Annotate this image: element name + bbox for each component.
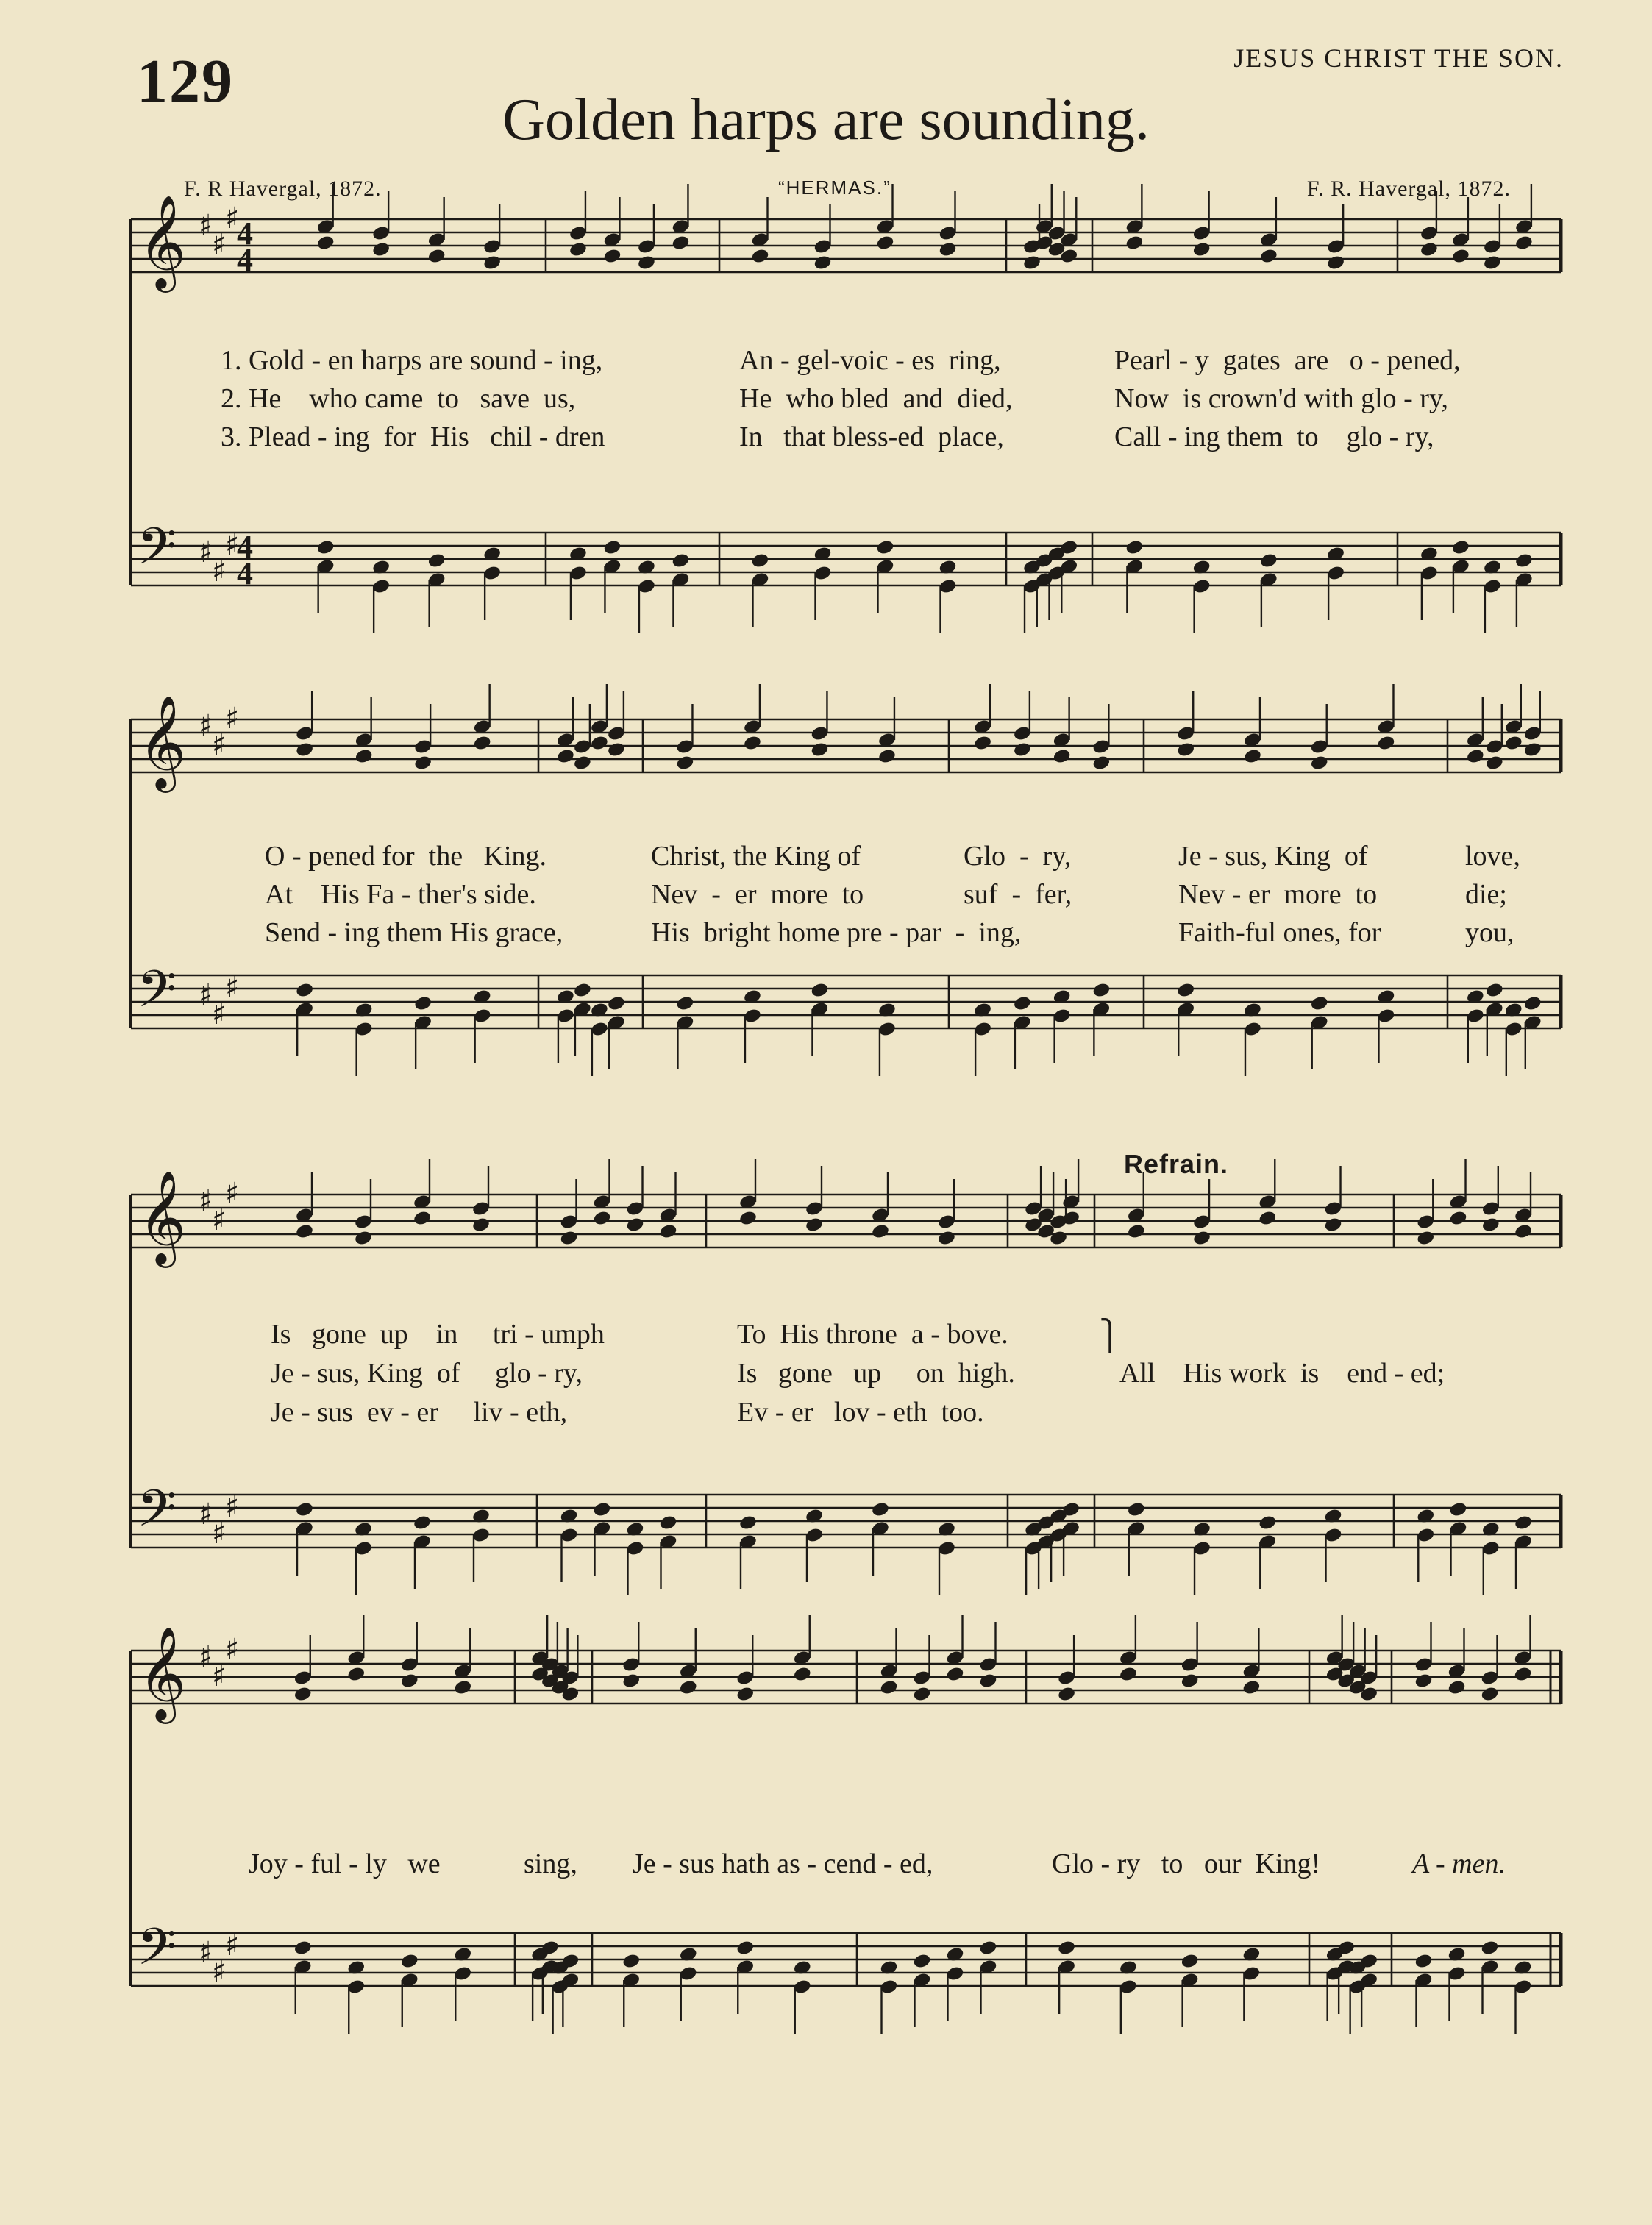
note-head: [1119, 1666, 1138, 1683]
note-head: [1481, 1217, 1500, 1233]
bass-clef-icon: 𝄢: [137, 959, 177, 1031]
lyric-s4-b: sing,: [524, 1848, 577, 1879]
note-head: [295, 1501, 314, 1518]
note-head: [413, 1210, 432, 1227]
note-head: [471, 1217, 491, 1233]
lyric-s1-v1-a: 1. Gold - en harps are sound - ing,: [221, 345, 603, 376]
note-head: [978, 1940, 997, 1957]
note-head: [945, 1666, 964, 1683]
note-head: [1323, 1217, 1342, 1233]
note-head: [875, 539, 894, 556]
tune-name: “HERMAS.”: [778, 177, 891, 199]
note-head: [559, 1230, 578, 1247]
note-head: [738, 1210, 758, 1227]
lyric-s2-v2-c: suf - fer,: [964, 879, 1072, 910]
note-head: [637, 254, 656, 271]
note-head: [1483, 254, 1502, 271]
note-head: [295, 1223, 314, 1240]
note-head: [1414, 1953, 1433, 1970]
note-head: [1092, 755, 1111, 772]
note-head: [810, 741, 829, 758]
note-head: [750, 248, 769, 265]
treble-clef-icon: 𝄞: [138, 194, 187, 288]
note-head: [1420, 241, 1439, 258]
note-head: [1523, 741, 1542, 758]
sharp-icon: ♯: [199, 1498, 213, 1531]
lyric-s4-amen: A - men.: [1412, 1848, 1506, 1879]
note-head: [1022, 254, 1042, 271]
note-head: [1447, 1679, 1466, 1696]
sharp-icon: ♯: [225, 1490, 240, 1524]
note-head: [293, 1940, 313, 1957]
note-head: [743, 735, 762, 752]
note-head: [1259, 248, 1278, 265]
note-head: [1057, 1686, 1076, 1703]
note-head: [879, 1679, 898, 1696]
lyric-s2-v2-b: Nev - er more to: [651, 879, 864, 910]
note-head: [938, 241, 957, 258]
treble-clef-icon: 𝄞: [138, 1626, 187, 1720]
sharp-icon: ♯: [199, 535, 213, 569]
note-head: [316, 539, 335, 556]
note-head: [671, 235, 690, 252]
note-head: [1480, 1686, 1499, 1703]
note-head: [1466, 748, 1485, 765]
sharp-icon: ♯: [212, 555, 227, 588]
note-head: [592, 1501, 611, 1518]
note-head: [736, 1686, 755, 1703]
lyric-s1-v3-a: 3. Plead - ing for His chil - dren: [221, 421, 605, 452]
note-head: [622, 1673, 641, 1690]
note-head: [602, 248, 622, 265]
note-head: [1514, 1223, 1533, 1240]
note-head: [602, 539, 622, 556]
time-signature: 4: [237, 242, 253, 278]
note-head: [871, 1501, 890, 1518]
note-head: [427, 248, 446, 265]
treble-clef-icon: 𝄞: [138, 694, 187, 788]
note-head: [293, 1686, 313, 1703]
sharp-icon: ♯: [212, 1203, 227, 1237]
note-head: [1013, 741, 1032, 758]
lyric-s2-v1-e: love,: [1465, 841, 1520, 872]
sharp-icon: ♯: [212, 1955, 227, 1989]
note-head: [810, 982, 829, 999]
note-head: [658, 1514, 677, 1531]
note-head: [1057, 1940, 1076, 1957]
lyric-s1-v1-c: Pearl - y gates are o - pened,: [1114, 345, 1461, 376]
note-head: [1243, 748, 1262, 765]
note-head: [1192, 1230, 1211, 1247]
note-head: [453, 1679, 472, 1696]
sharp-icon: ♯: [199, 709, 213, 743]
lyric-s2-v3-e: you,: [1465, 917, 1514, 948]
sharp-icon: ♯: [212, 228, 227, 262]
note-head: [912, 1686, 931, 1703]
note-head: [973, 735, 992, 752]
note-head: [1416, 1230, 1435, 1247]
note-head: [671, 552, 690, 569]
note-head: [1181, 1673, 1200, 1690]
lyric-s2-v3-b: His bright home pre - par - ing,: [651, 917, 1022, 948]
sharp-icon: ♯: [212, 1659, 227, 1693]
lyric-s2-v3-d: Faith-ful ones, for: [1178, 917, 1381, 948]
note-head: [473, 735, 492, 752]
note-head: [675, 755, 694, 772]
note-head: [912, 1953, 931, 1970]
lyric-s1-v3-b: In that bless-ed place,: [739, 421, 1004, 452]
note-head: [354, 1230, 373, 1247]
note-head: [1326, 254, 1345, 271]
note-head: [1092, 982, 1111, 999]
sharp-icon: ♯: [212, 997, 227, 1031]
sharp-icon: ♯: [225, 528, 240, 562]
lyric-s4-d: Glo - ry to our King!: [1052, 1848, 1321, 1879]
note-head: [1127, 1223, 1146, 1240]
note-head: [1013, 995, 1032, 1012]
time-signature: 4: [237, 529, 253, 565]
note-head: [750, 552, 769, 569]
note-head: [1376, 735, 1395, 752]
note-head: [937, 1230, 956, 1247]
note-head: [569, 241, 588, 258]
note-head: [1514, 1514, 1533, 1531]
lyric-s2-v2-e: die;: [1465, 879, 1507, 910]
lyric-s1-v3-c: Call - ing them to glo - ry,: [1114, 421, 1434, 452]
sharp-icon: ♯: [225, 971, 240, 1005]
lyric-s1-v2-c: Now is crown'd with glo - ry,: [1114, 383, 1448, 414]
note-head: [316, 235, 335, 252]
lyric-s4-a: Joy - ful - ly we: [249, 1848, 441, 1879]
lyric-s2-v2-a: At His Fa - ther's side.: [265, 879, 536, 910]
lyric-s2-v1-d: Je - sus, King of: [1178, 841, 1368, 872]
note-head: [1125, 235, 1144, 252]
note-head: [1514, 552, 1534, 569]
time-signature: 4: [237, 216, 253, 252]
note-head: [875, 235, 894, 252]
lyric-s1-v2-b: He who bled and died,: [739, 383, 1013, 414]
lyric-s3-v3-a: Je - sus ev - er liv - eth,: [271, 1397, 568, 1428]
lyric-s2-v3-a: Send - ing them His grace,: [265, 917, 563, 948]
sharp-icon: ♯: [225, 1929, 240, 1962]
note-head: [1504, 735, 1523, 752]
lyric-s2-v1-c: Glo - ry,: [964, 841, 1072, 872]
note-head: [675, 995, 694, 1012]
sharp-icon: ♯: [199, 1184, 213, 1218]
note-head: [738, 1514, 758, 1531]
time-signature: 4: [237, 555, 253, 591]
note-head: [346, 1666, 366, 1683]
note-head: [413, 995, 432, 1012]
hymn-title: Golden harps are sounding.: [502, 88, 1150, 152]
lyric-s3-v2-a: Je - sus, King of glo - ry,: [271, 1358, 583, 1389]
lyric-s3-v2-b: Is gone up on high.: [737, 1358, 1015, 1389]
note-head: [1480, 1940, 1499, 1957]
music-credit: F. R. Havergal, 1872.: [1306, 177, 1511, 201]
refrain-label: Refrain.: [1124, 1149, 1229, 1179]
bass-clef-icon: 𝄢: [137, 1917, 177, 1989]
note-head: [736, 1940, 755, 1957]
note-head: [592, 1210, 611, 1227]
sharp-icon: ♯: [199, 1640, 213, 1674]
verse-brace: ⎫: [1099, 1319, 1121, 1352]
note-head: [295, 982, 314, 999]
sharp-icon: ♯: [212, 1517, 227, 1551]
bass-clef-icon: 𝄢: [137, 1478, 177, 1551]
note-head: [1176, 741, 1195, 758]
note-head: [1448, 1210, 1467, 1227]
treble-clef-icon: 𝄞: [138, 1170, 187, 1264]
note-head: [978, 1673, 997, 1690]
note-head: [590, 735, 609, 752]
note-head: [793, 1666, 812, 1683]
hymn-number: 129: [137, 47, 234, 115]
note-head: [1310, 995, 1329, 1012]
note-head: [427, 552, 446, 569]
sharp-icon: ♯: [225, 702, 240, 736]
note-head: [1192, 241, 1211, 258]
note-head: [1513, 1666, 1532, 1683]
note-head: [295, 741, 314, 758]
sharp-icon: ♯: [199, 1936, 213, 1970]
lyric-s2-v2-d: Nev - er more to: [1178, 879, 1378, 910]
lyric-s1-v2-a: 2. He who came to save us,: [221, 383, 576, 414]
note-head: [1310, 755, 1329, 772]
note-head: [1242, 1679, 1261, 1696]
note-head: [622, 1953, 641, 1970]
lyric-s3-v3-b: Ev - er lov - eth too.: [737, 1397, 984, 1428]
note-head: [355, 748, 374, 765]
lyric-s1-v1-b: An - gel-voic - es ring,: [739, 345, 1001, 376]
note-head: [1127, 1501, 1146, 1518]
note-head: [1485, 982, 1504, 999]
note-head: [1414, 1673, 1433, 1690]
note-head: [813, 254, 832, 271]
note-head: [1259, 552, 1278, 569]
note-head: [483, 254, 502, 271]
note-head: [1514, 235, 1534, 252]
sharp-icon: ♯: [225, 1177, 240, 1211]
note-head: [1523, 995, 1542, 1012]
note-head: [400, 1953, 419, 1970]
note-head: [607, 995, 626, 1012]
note-head: [1181, 1953, 1200, 1970]
note-head: [413, 1514, 432, 1531]
note-head: [413, 755, 432, 772]
note-head: [1448, 1501, 1467, 1518]
note-head: [573, 755, 592, 772]
note-head: [625, 1217, 644, 1233]
section-heading: JESUS CHRIST THE SON.: [1233, 43, 1564, 73]
sharp-icon: ♯: [199, 209, 213, 243]
note-head: [877, 748, 897, 765]
note-head: [871, 1223, 890, 1240]
note-head: [1258, 1514, 1277, 1531]
note-head: [573, 982, 592, 999]
note-head: [805, 1217, 824, 1233]
sharp-icon: ♯: [199, 978, 213, 1012]
note-head: [658, 1223, 677, 1240]
note-head: [1451, 539, 1470, 556]
note-head: [1485, 755, 1504, 772]
lyric-s3-v1-a: Is gone up in tri - umph: [271, 1319, 605, 1350]
note-head: [1125, 539, 1144, 556]
note-head: [1176, 982, 1195, 999]
note-head: [1451, 248, 1470, 265]
note-head: [556, 748, 575, 765]
lyric-s3-v1-b: To His throne a - bove.: [737, 1319, 1008, 1350]
note-head: [607, 741, 626, 758]
sharp-icon: ♯: [225, 202, 240, 235]
lyric-s4-c: Je - sus hath as - cend - ed,: [633, 1848, 933, 1879]
lyric-s2-v1-b: Christ, the King of: [651, 841, 861, 872]
lyric-s2-v1-a: O - pened for the King.: [265, 841, 547, 872]
bass-clef-icon: 𝄢: [137, 516, 177, 588]
note-head: [1053, 748, 1072, 765]
note-head: [679, 1679, 698, 1696]
note-head: [371, 241, 391, 258]
lyric-s3-refrain: All His work is end - ed;: [1119, 1358, 1445, 1389]
sharp-icon: ♯: [212, 728, 227, 762]
words-credit: F. R Havergal, 1872.: [184, 177, 382, 201]
sharp-icon: ♯: [225, 1633, 240, 1667]
note-head: [1258, 1210, 1277, 1227]
note-head: [400, 1673, 419, 1690]
